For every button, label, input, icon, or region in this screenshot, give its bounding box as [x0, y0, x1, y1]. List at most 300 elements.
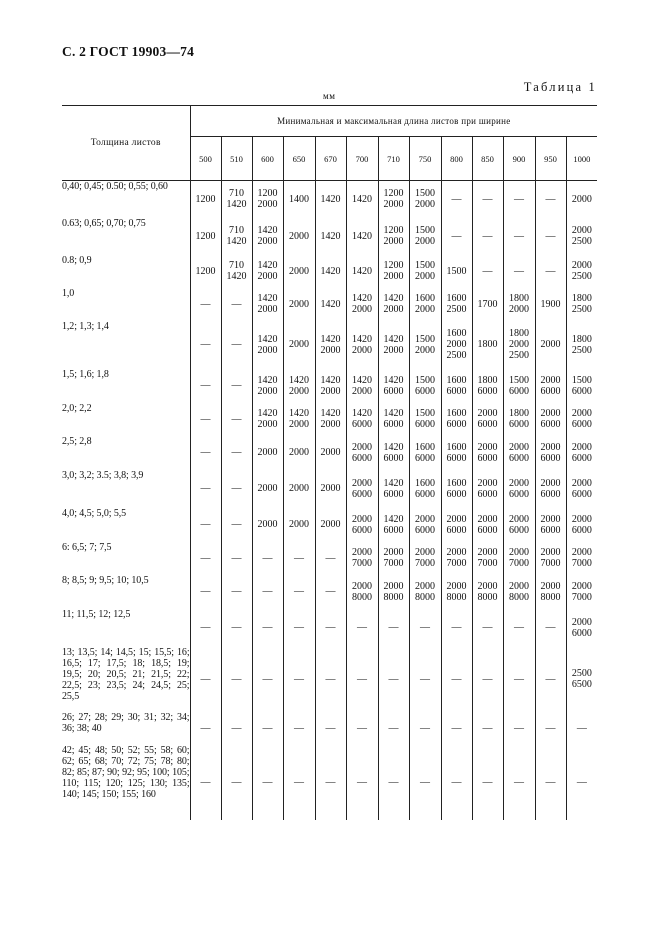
- length-cell: [503, 508, 535, 542]
- table-row: [62, 218, 597, 255]
- length-cell: [535, 647, 566, 712]
- length-value: 1500: [571, 374, 592, 386]
- length-cell: [221, 508, 252, 542]
- length-value: 6000: [446, 452, 467, 464]
- length-value: 1500: [415, 225, 435, 236]
- table-row: [62, 575, 597, 609]
- width-header-1000: 1000: [566, 137, 597, 181]
- length-value: 2000: [415, 199, 435, 211]
- length-cell: [190, 542, 221, 575]
- length-value: 2000: [477, 477, 498, 489]
- length-value: 1700: [477, 298, 498, 310]
- width-header-650: 650: [283, 137, 315, 181]
- length-cell: [503, 542, 535, 575]
- length-value: 2000: [257, 419, 278, 430]
- length-value: 2000: [571, 580, 592, 592]
- length-cell: [252, 575, 283, 609]
- length-value: —: [357, 673, 367, 685]
- length-value: —: [514, 722, 524, 734]
- length-value: 2000: [320, 519, 341, 530]
- thickness-cell: 2,0; 2,2: [62, 403, 190, 436]
- length-value: —: [200, 722, 211, 734]
- length-value: 7000: [383, 558, 404, 569]
- length-value: —: [545, 230, 556, 242]
- length-value: —: [200, 519, 211, 530]
- length-cell: [441, 647, 472, 712]
- length-value: —: [294, 673, 304, 685]
- thickness-cell: 11; 11,5; 12; 12,5: [62, 609, 190, 647]
- length-cell: [472, 508, 503, 542]
- length-value: 1200: [195, 230, 216, 242]
- units-label: мм: [323, 91, 336, 101]
- length-value: 2000: [540, 339, 561, 350]
- length-cell: [566, 647, 597, 712]
- length-cell: [409, 575, 441, 609]
- length-value: 6000: [383, 385, 404, 397]
- table-row: [62, 288, 597, 321]
- length-cell: [566, 321, 597, 369]
- length-value: —: [451, 776, 462, 788]
- length-value: 1420: [383, 441, 404, 453]
- length-value: 2000: [352, 304, 372, 315]
- length-value: 1420: [320, 408, 341, 419]
- length-value: 1600: [446, 408, 467, 419]
- length-cell: [221, 712, 252, 745]
- length-cell: [535, 403, 566, 436]
- length-value: 1420: [257, 225, 278, 236]
- length-value: 1600: [446, 477, 467, 489]
- length-value: 8000: [509, 591, 529, 603]
- thickness-header: Толщина листов: [62, 106, 190, 181]
- length-value: —: [294, 552, 304, 564]
- width-header-500: 500: [190, 137, 221, 181]
- length-value: 1420: [320, 230, 341, 242]
- length-value: 2000: [383, 304, 404, 315]
- length-value: —: [231, 339, 242, 350]
- length-cell: [409, 609, 441, 647]
- thickness-cell: 42; 45; 48; 50; 52; 55; 58; 60; 62; 65; 68; 70; 72; 75; 78; 80; 82; 85; 87; 90; 92; 95; 100; 105; 110; 115; 120; 125; 130; 135; 140; 145; 150; 155; 160: [62, 745, 190, 820]
- length-cell: [503, 403, 535, 436]
- length-value: 2000: [540, 441, 561, 453]
- length-cell: [441, 745, 472, 820]
- length-value: —: [514, 265, 524, 277]
- length-value: 1200: [383, 188, 404, 200]
- length-cell: [441, 181, 472, 218]
- length-value: —: [325, 622, 336, 633]
- table-row: [62, 745, 597, 820]
- length-value: 2000: [257, 385, 278, 397]
- length-value: 6000: [446, 419, 467, 430]
- length-value: —: [294, 622, 304, 633]
- length-value: 1420: [257, 293, 278, 304]
- length-cell: [441, 575, 472, 609]
- length-value: —: [451, 622, 462, 633]
- length-cell: [378, 288, 409, 321]
- length-value: —: [514, 622, 524, 633]
- length-value: 6000: [383, 452, 404, 464]
- length-cell: [252, 745, 283, 820]
- length-value: 2000: [477, 513, 498, 525]
- length-cell: [441, 508, 472, 542]
- length-value: 8000: [477, 591, 498, 603]
- length-value: 1600: [446, 328, 467, 339]
- length-cell: [283, 181, 315, 218]
- length-value: —: [325, 586, 336, 597]
- length-value: 1900: [540, 298, 561, 310]
- length-cell: [221, 436, 252, 470]
- length-value: 2000: [446, 339, 467, 350]
- width-header-800: 800: [441, 137, 472, 181]
- length-cell: [252, 508, 283, 542]
- length-cell: [346, 436, 378, 470]
- length-cell: [409, 436, 441, 470]
- length-cell: [221, 288, 252, 321]
- length-cell: [346, 647, 378, 712]
- length-value: 2000: [320, 447, 341, 458]
- length-value: 2000: [383, 271, 404, 282]
- length-cell: [503, 436, 535, 470]
- length-value: 1500: [415, 374, 435, 386]
- length-value: —: [545, 265, 556, 277]
- length-value: —: [200, 776, 211, 788]
- length-cell: [378, 321, 409, 369]
- width-header-700: 700: [346, 137, 378, 181]
- length-value: 2000: [477, 441, 498, 453]
- length-value: 2000: [540, 477, 561, 489]
- length-cell: [346, 712, 378, 745]
- length-value: —: [514, 230, 524, 242]
- length-cell: [221, 181, 252, 218]
- length-cell: [566, 255, 597, 288]
- length-value: 6000: [540, 452, 561, 464]
- length-value: 1800: [571, 333, 592, 345]
- length-cell: [283, 647, 315, 712]
- length-value: 6500: [571, 679, 592, 690]
- length-value: 2000: [289, 519, 309, 530]
- length-cell: [535, 369, 566, 403]
- length-value: 1200: [383, 260, 404, 271]
- length-cell: [221, 369, 252, 403]
- length-cell: [283, 745, 315, 820]
- length-cell: [378, 255, 409, 288]
- length-value: 1420: [257, 260, 278, 271]
- table-row: [62, 508, 597, 542]
- length-value: 6000: [477, 452, 498, 464]
- length-cell: [221, 255, 252, 288]
- length-value: 6000: [509, 488, 529, 500]
- length-value: —: [231, 483, 242, 494]
- length-value: 1420: [226, 271, 247, 282]
- length-value: —: [357, 722, 367, 734]
- length-cell: [378, 542, 409, 575]
- length-value: 6000: [415, 488, 435, 500]
- length-value: 1420: [257, 333, 278, 345]
- length-cell: [221, 321, 252, 369]
- table-row: [62, 321, 597, 369]
- length-value: 1420: [320, 333, 341, 345]
- length-value: —: [231, 586, 242, 597]
- length-cell: [190, 647, 221, 712]
- length-cell: [378, 369, 409, 403]
- length-cell: [190, 712, 221, 745]
- length-cell: [315, 470, 346, 508]
- length-value: —: [514, 673, 524, 685]
- length-value: 6000: [571, 452, 592, 464]
- length-value: 1420: [383, 408, 404, 419]
- length-cell: [283, 321, 315, 369]
- table-row: [62, 647, 597, 712]
- length-value: 2000: [352, 441, 372, 453]
- length-value: 2000: [352, 513, 372, 525]
- length-value: —: [262, 622, 273, 633]
- length-value: 2000: [352, 385, 372, 397]
- length-value: 8000: [446, 591, 467, 603]
- length-value: 7000: [352, 558, 372, 569]
- length-value: 2000: [415, 547, 435, 558]
- length-value: —: [200, 483, 211, 494]
- length-value: 6000: [352, 524, 372, 536]
- length-value: —: [231, 722, 242, 734]
- length-cell: [409, 542, 441, 575]
- length-value: 2000: [352, 477, 372, 489]
- length-value: 2000: [352, 580, 372, 592]
- length-value: —: [514, 193, 524, 205]
- length-cell: [441, 470, 472, 508]
- length-value: —: [482, 622, 493, 633]
- length-cell: [252, 218, 283, 255]
- length-cell: [346, 403, 378, 436]
- length-value: 2000: [540, 513, 561, 525]
- length-value: 1420: [383, 293, 404, 304]
- length-cell: [378, 609, 409, 647]
- length-cell: [503, 288, 535, 321]
- length-value: 2000: [446, 547, 467, 558]
- length-value: 2000: [571, 616, 592, 628]
- length-cell: [503, 745, 535, 820]
- length-cell: [535, 609, 566, 647]
- length-value: 1600: [446, 293, 467, 304]
- length-value: —: [545, 622, 556, 633]
- length-cell: [283, 609, 315, 647]
- length-value: 2000: [415, 236, 435, 247]
- length-cell: [378, 218, 409, 255]
- length-value: —: [262, 586, 273, 597]
- length-value: —: [200, 552, 211, 564]
- thickness-cell: 0,40; 0,45; 0.50; 0,55; 0,60: [62, 181, 190, 218]
- length-value: —: [325, 673, 336, 685]
- length-value: —: [388, 722, 399, 734]
- width-header-510: 510: [221, 137, 252, 181]
- width-span-header: Минимальная и максимальная длина листов при ширине: [190, 106, 597, 137]
- length-value: —: [420, 673, 430, 685]
- length-value: —: [482, 193, 493, 205]
- length-value: —: [262, 722, 273, 734]
- length-value: 1800: [509, 328, 529, 339]
- length-value: 6000: [352, 488, 372, 500]
- length-cell: [503, 321, 535, 369]
- length-value: —: [325, 552, 336, 564]
- length-value: 7000: [509, 558, 529, 569]
- length-value: 6000: [477, 524, 498, 536]
- length-cell: [441, 369, 472, 403]
- length-value: 2500: [571, 236, 592, 247]
- length-value: 2000: [383, 547, 404, 558]
- table-body: [62, 181, 597, 820]
- length-cell: [315, 369, 346, 403]
- length-value: 8000: [415, 591, 435, 603]
- length-value: —: [262, 776, 273, 788]
- length-value: 2500: [571, 271, 592, 282]
- length-cell: [472, 321, 503, 369]
- length-cell: [346, 470, 378, 508]
- length-cell: [252, 369, 283, 403]
- length-cell: [190, 218, 221, 255]
- thickness-cell: 0.8; 0,9: [62, 255, 190, 288]
- length-value: —: [231, 380, 242, 391]
- width-header-600: 600: [252, 137, 283, 181]
- length-cell: [409, 321, 441, 369]
- length-cell: [566, 470, 597, 508]
- length-value: 6000: [383, 488, 404, 500]
- length-value: 2000: [415, 513, 435, 525]
- length-cell: [378, 403, 409, 436]
- length-cell: [409, 218, 441, 255]
- length-value: 1600: [446, 441, 467, 453]
- length-cell: [472, 403, 503, 436]
- length-value: 2000: [257, 344, 278, 356]
- length-cell: [283, 575, 315, 609]
- length-value: 2000: [509, 339, 529, 350]
- length-value: 7000: [540, 558, 561, 569]
- length-cell: [535, 436, 566, 470]
- length-cell: [190, 470, 221, 508]
- length-cell: [472, 288, 503, 321]
- length-value: —: [576, 776, 587, 788]
- length-cell: [409, 369, 441, 403]
- length-cell: [252, 181, 283, 218]
- length-value: —: [451, 673, 462, 685]
- length-cell: [535, 181, 566, 218]
- length-cell: [252, 288, 283, 321]
- length-value: 7000: [477, 558, 498, 569]
- length-value: 2000: [571, 513, 592, 525]
- length-cell: [221, 218, 252, 255]
- length-cell: [190, 745, 221, 820]
- length-value: 1420: [352, 408, 372, 419]
- length-value: 6000: [509, 385, 529, 397]
- length-cell: [441, 436, 472, 470]
- length-value: —: [451, 193, 462, 205]
- length-value: —: [482, 265, 493, 277]
- length-cell: [283, 255, 315, 288]
- length-value: 1420: [383, 513, 404, 525]
- width-header-850: 850: [472, 137, 503, 181]
- length-cell: [441, 321, 472, 369]
- length-cell: [503, 609, 535, 647]
- length-cell: [315, 712, 346, 745]
- length-cell: [472, 542, 503, 575]
- length-value: 1500: [415, 260, 435, 271]
- length-value: 2500: [446, 350, 467, 361]
- length-cell: [378, 508, 409, 542]
- length-cell: [283, 369, 315, 403]
- length-value: 1420: [383, 477, 404, 489]
- length-value: 1420: [383, 333, 404, 345]
- length-value: —: [451, 230, 462, 242]
- length-cell: [535, 508, 566, 542]
- length-cell: [535, 712, 566, 745]
- length-cell: [441, 218, 472, 255]
- length-cell: [566, 403, 597, 436]
- length-value: —: [200, 413, 211, 425]
- length-value: 1600: [415, 441, 435, 453]
- length-value: 8000: [352, 591, 372, 603]
- length-value: 8000: [383, 591, 404, 603]
- length-value: 1420: [289, 408, 309, 419]
- length-value: 2000: [571, 408, 592, 419]
- length-cell: [190, 369, 221, 403]
- length-value: 2000: [257, 519, 278, 530]
- length-value: 2000: [509, 441, 529, 453]
- length-value: 2500: [509, 350, 529, 361]
- length-value: 2000: [571, 477, 592, 489]
- length-cell: [566, 288, 597, 321]
- table-row: [62, 436, 597, 470]
- length-cell: [346, 369, 378, 403]
- length-cell: [346, 181, 378, 218]
- length-value: 1420: [352, 230, 372, 242]
- length-value: 7000: [571, 558, 592, 569]
- length-cell: [409, 712, 441, 745]
- length-value: —: [200, 339, 211, 350]
- length-cell: [472, 575, 503, 609]
- length-cell: [378, 712, 409, 745]
- length-cell: [283, 470, 315, 508]
- length-value: 2000: [257, 447, 278, 458]
- length-value: —: [231, 413, 242, 425]
- length-value: 2000: [571, 260, 592, 271]
- length-value: 1200: [195, 193, 216, 205]
- length-value: 1500: [446, 265, 467, 277]
- length-cell: [252, 470, 283, 508]
- length-value: 2000: [415, 271, 435, 282]
- length-value: —: [482, 230, 493, 242]
- length-value: 710: [229, 260, 244, 271]
- length-value: 2000: [383, 344, 404, 356]
- length-cell: [503, 647, 535, 712]
- length-value: 2000: [289, 230, 309, 242]
- length-value: 2000: [415, 304, 435, 315]
- length-value: 1200: [383, 225, 404, 236]
- length-value: —: [231, 298, 242, 310]
- length-value: 710: [229, 188, 244, 200]
- length-value: 2000: [257, 199, 278, 211]
- length-cell: [346, 255, 378, 288]
- length-value: 6000: [415, 419, 435, 430]
- length-value: 6000: [477, 385, 498, 397]
- length-value: —: [388, 776, 399, 788]
- length-value: 2000: [289, 265, 309, 277]
- length-cell: [378, 745, 409, 820]
- length-cell: [409, 508, 441, 542]
- length-cell: [566, 745, 597, 820]
- length-value: —: [545, 722, 556, 734]
- length-value: 1600: [415, 293, 435, 304]
- length-cell: [346, 745, 378, 820]
- length-value: 1500: [415, 333, 435, 345]
- length-value: 2000: [383, 236, 404, 247]
- length-value: —: [262, 673, 273, 685]
